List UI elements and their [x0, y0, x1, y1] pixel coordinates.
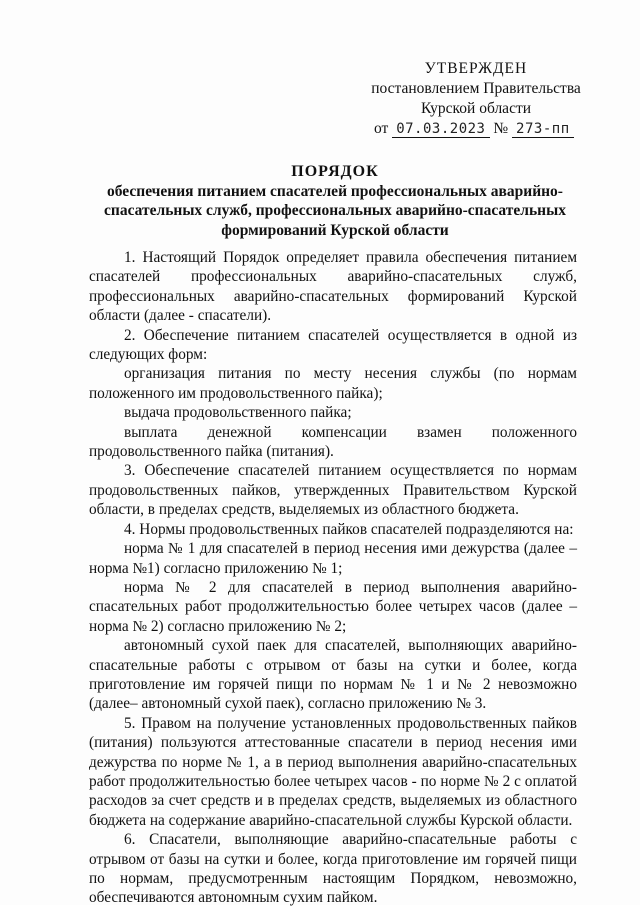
approved-title: УТВЕРЖДЕН: [424, 60, 528, 77]
paragraph: норма № 2 для спасателей в период выполнения аварийно-спасательных работ продолжительностью более четырех часов (далее – норма № 2) согласно приложению № 2;: [89, 578, 577, 635]
paragraph: 5. Правом на получение установленных продовольственных пайков (питания) пользуются аттестованные спасатели в период несения ими дежурства по норме № 1, а в период выполнения аварийно-спасательных работ продолжительностью более четырех часов - по норме № 2 с оплатой расходов за счет средств и в пределах средств, выделяемых из областного бюджета на содержание аварийно-спасательной службы Курской области.: [89, 714, 577, 829]
approval-number: 273-пп: [512, 121, 574, 138]
approval-stamp: [366, 59, 586, 139]
approval-line-1: постановлением Правительства: [371, 80, 581, 97]
paragraph: выдача продовольственного пайка;: [124, 404, 352, 422]
paragraph: выплата денежной компенсации взамен положенного продовольственного пайка (питания).: [89, 423, 577, 461]
paragraph: 1. Настоящий Порядок определяет правила обеспечения питанием спасателей профессиональных аварийно-спасательных служб, профессиональных аварийно-спасательных формирований Курской области (далее - спасатели).: [89, 249, 577, 325]
approval-date: 07.03.2023: [392, 121, 489, 138]
paragraph: норма № 1 для спасателей в период несения ими дежурства (далее – норма №1) согласно приложению № 1;: [89, 540, 577, 577]
document-heading: ПОРЯДОК: [291, 163, 379, 180]
paragraph: 6. Спасатели, выполняющие аварийно-спасательные работы с отрывом от базы на сутки и более, когда приготовление им горячей пищи по нормам, предусмотренным настоящим Порядком, невозможно, обеспечиваются автономным сухим пайком.: [89, 831, 577, 907]
paragraph: 2. Обеспечение питанием спасателей осуществляется в одной из следующих форм:: [89, 326, 577, 364]
document-subtitle: обеспечения питанием спасателей профессиональных аварийно-спасательных служб, профессиональных аварийно-спасательных формирований Курской области: [104, 182, 566, 239]
document-body: [89, 248, 577, 908]
approval-date-line: [366, 119, 586, 139]
date-prefix: от: [374, 120, 389, 137]
number-prefix: №: [493, 120, 509, 137]
paragraph: организация питания по месту несения службы (по нормам положенного им продовольственного пайка);: [89, 365, 577, 402]
paragraph: 4. Нормы продовольственных пайков спасателей подразделяются на:: [124, 520, 574, 538]
paragraph: 3. Обеспечение спасателей питанием осуществляется по нормам продовольственных пайков, утвержденных Правительством Курской области, в пределах средств, выделяемых из областного бюджета.: [89, 462, 577, 519]
paragraph: автономный сухой паек для спасателей, выполняющих аварийно-спасательные работы с отрывом от базы на сутки и более, когда приготовление им горячей пищи по нормам № 1 и № 2 невозможно (далее– автономный сухой паек), согласно приложению № 3.: [89, 637, 577, 713]
document-title: [90, 162, 580, 240]
approval-line-2: Курской области: [420, 100, 532, 117]
